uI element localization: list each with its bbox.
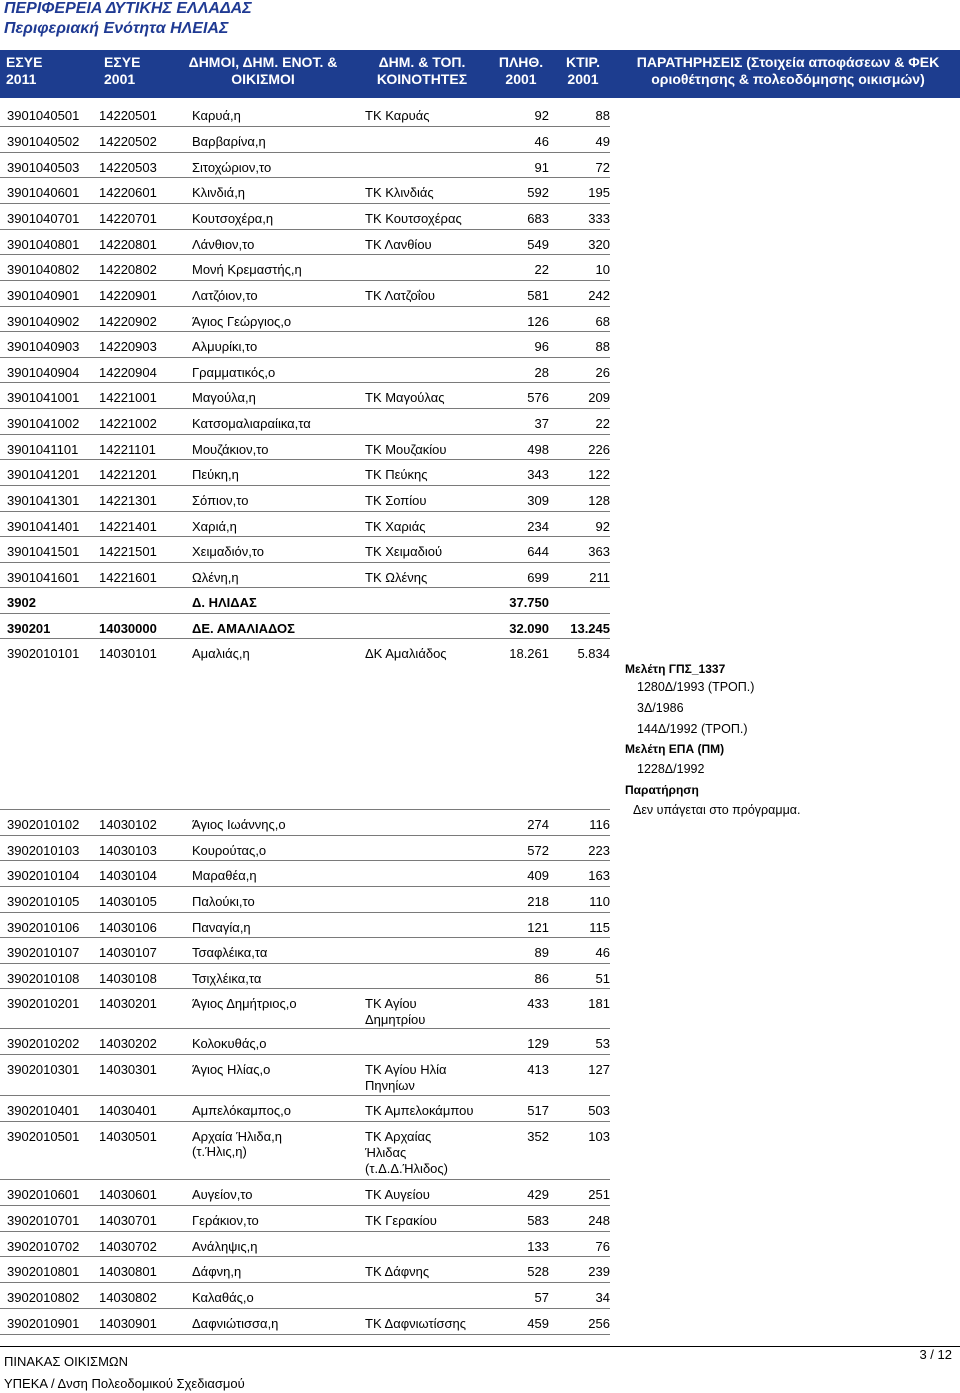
code-2011: 3902010108 <box>7 971 80 986</box>
code-2011: 3902010105 <box>7 894 80 909</box>
code-2001: 14030202 <box>99 1036 157 1051</box>
population: 86 <box>534 971 549 986</box>
code-2011: 3902010601 <box>7 1187 80 1202</box>
settlement-name: Ωλένη,η <box>192 570 239 585</box>
population: 129 <box>527 1036 549 1051</box>
row-divider <box>0 809 610 810</box>
code-2001: 14030107 <box>99 945 157 960</box>
community-name: ΤΚ Μαγούλας <box>365 390 445 405</box>
community-name: ΤΚ Αγίου <box>365 996 417 1011</box>
code-2011: 3902010107 <box>7 945 80 960</box>
code-2011: 3901041201 <box>7 467 80 482</box>
code-2011: 3902010104 <box>7 868 80 883</box>
buildings: 88 <box>595 108 610 123</box>
settlement-name: Δάφνη,η <box>192 1264 242 1279</box>
remark-line: 144Δ/1992 (ΤΡΟΠ.) <box>637 722 748 736</box>
header-col-municipalities: ΔΗΜΟΙ, ΔΗΜ. ΕΝΟΤ. & ΟΙΚΙΣΜΟΙ <box>188 54 338 87</box>
community-name-former: (τ.Δ.Δ.Ήλιδος) <box>365 1161 449 1176</box>
code-2001: 14220901 <box>99 288 157 303</box>
settlement-name: Κουτσοχέρα,η <box>192 211 274 226</box>
code-2011: 3901040903 <box>7 339 80 354</box>
code-2011: 3901041401 <box>7 519 80 534</box>
remark-note-title: Παρατήρηση <box>625 783 699 797</box>
code-2001: 14030103 <box>99 843 157 858</box>
buildings: 122 <box>588 467 610 482</box>
population: 517 <box>527 1103 549 1118</box>
settlement-name: Καλαθάς,ο <box>192 1290 254 1305</box>
community-name: ΤΚ Γερακίου <box>365 1213 437 1228</box>
code-2011: 3902010102 <box>7 817 80 832</box>
row-divider <box>0 152 610 153</box>
settlement-name: Παναγία,η <box>192 920 251 935</box>
settlement-name: Μαραθέα,η <box>192 868 257 883</box>
community-name: ΤΚ Σοπίου <box>365 493 427 508</box>
header-col-buildings: ΚΤΙΡ. 2001 <box>566 54 600 87</box>
settlement-name: Αλμυρίκι,το <box>192 339 258 354</box>
population: 28 <box>534 365 549 380</box>
population: 46 <box>534 134 549 149</box>
row-divider <box>0 126 610 127</box>
community-name: ΤΚ Αρχαίας <box>365 1129 432 1144</box>
row-divider <box>0 1334 610 1335</box>
buildings: 72 <box>595 160 610 175</box>
code-2001: 14221001 <box>99 390 157 405</box>
row-divider <box>0 835 610 836</box>
community-name: ΤΚ Λανθίου <box>365 237 432 252</box>
buildings: 49 <box>595 134 610 149</box>
row-divider <box>0 203 610 204</box>
row-divider <box>0 511 610 512</box>
settlement-name: Τσαφλέικα,τα <box>192 945 268 960</box>
buildings: 128 <box>588 493 610 508</box>
settlement-name: Αμαλιάς,η <box>192 646 250 661</box>
code-2001: 14030401 <box>99 1103 157 1118</box>
code-2001: 14221201 <box>99 467 157 482</box>
community-name: ΤΚ Δαφνιωτίσσης <box>365 1316 467 1331</box>
population: 274 <box>527 817 549 832</box>
page-number: 3 / 12 <box>919 1347 952 1362</box>
buildings: 195 <box>588 185 610 200</box>
row-divider <box>0 254 610 255</box>
code-2011: 3902010801 <box>7 1264 80 1279</box>
row-divider <box>0 1179 610 1180</box>
header-col-esye2001: ΕΣΥΕ 2001 <box>104 54 141 87</box>
population: 37.750 <box>509 595 549 610</box>
buildings: 333 <box>588 211 610 226</box>
region-title: ΠΕΡΙΦΕΡΕΙΑ ΔΥΤΙΚΗΣ ΕΛΛΑΔΑΣ <box>4 0 252 17</box>
population: 92 <box>534 108 549 123</box>
row-divider <box>0 937 610 938</box>
code-2011: 3902010301 <box>7 1062 80 1077</box>
code-2011: 3901041501 <box>7 544 80 559</box>
code-2001: 14030501 <box>99 1129 157 1144</box>
row-divider <box>0 434 610 435</box>
buildings: 116 <box>589 817 610 832</box>
population: 309 <box>527 493 549 508</box>
code-2011: 3901040802 <box>7 262 80 277</box>
settlement-name: Πεύκη,η <box>192 467 239 482</box>
population: 352 <box>527 1129 549 1144</box>
row-divider <box>0 613 610 614</box>
remark-gps-study: Μελέτη ΓΠΣ_1337 <box>625 662 726 676</box>
code-2001: 14220903 <box>99 339 157 354</box>
row-divider <box>0 280 610 281</box>
code-2011: 3902010401 <box>7 1103 80 1118</box>
buildings: 242 <box>588 288 610 303</box>
code-2001: 14030802 <box>99 1290 157 1305</box>
buildings: 22 <box>595 416 610 431</box>
population: 429 <box>527 1187 549 1202</box>
settlement-name: Γεράκιον,το <box>192 1213 259 1228</box>
code-2011: 3901041301 <box>7 493 80 508</box>
population: 549 <box>527 237 549 252</box>
community-name-cont: Δημητρίου <box>365 1012 426 1027</box>
code-2001: 14030702 <box>99 1239 157 1254</box>
community-name: ΤΚ Ωλένης <box>365 570 428 585</box>
code-2001: 14220501 <box>99 108 157 123</box>
buildings: 211 <box>589 570 610 585</box>
row-divider <box>0 562 610 563</box>
population: 96 <box>534 339 549 354</box>
code-2001: 14221101 <box>99 442 156 457</box>
row-divider <box>0 177 610 178</box>
code-2011: 3901040501 <box>7 108 80 123</box>
code-2011: 3901040701 <box>7 211 80 226</box>
community-name: ΤΚ Κλινδιάς <box>365 185 434 200</box>
row-divider <box>0 1256 610 1257</box>
population: 133 <box>527 1239 549 1254</box>
remark-line: 1228Δ/1992 <box>637 762 705 776</box>
code-2011: 3901041601 <box>7 570 80 585</box>
population: 572 <box>527 843 549 858</box>
code-2011: 3902010201 <box>7 996 80 1011</box>
settlement-name: Μονή Κρεμαστής,η <box>192 262 302 277</box>
population: 592 <box>527 185 549 200</box>
row-divider <box>0 485 610 486</box>
settlement-name: Μουζάκιον,το <box>192 442 269 457</box>
population: 528 <box>527 1264 549 1279</box>
buildings: 248 <box>588 1213 610 1228</box>
code-2011: 3901040502 <box>7 134 80 149</box>
buildings: 127 <box>588 1062 610 1077</box>
buildings: 251 <box>588 1187 610 1202</box>
code-2011: 3902010701 <box>7 1213 80 1228</box>
settlement-name: Χαριά,η <box>192 519 237 534</box>
code-2011: 3902010802 <box>7 1290 80 1305</box>
row-divider <box>0 1028 610 1029</box>
code-2001: 14030102 <box>99 817 157 832</box>
buildings: 88 <box>595 339 610 354</box>
settlement-name: Λατζόιον,το <box>192 288 258 303</box>
code-2001: 14220802 <box>99 262 157 277</box>
row-divider <box>0 860 610 861</box>
code-2001: 14030901 <box>99 1316 157 1331</box>
row-divider <box>0 587 610 588</box>
settlement-name: Τσιχλέικα,τα <box>192 971 262 986</box>
buildings: 46 <box>595 945 610 960</box>
code-2001: 14221002 <box>99 416 157 431</box>
unit-subtitle: Περιφεριακή Ενότητα ΗΛΕΙΑΣ <box>4 20 229 37</box>
population: 699 <box>527 570 549 585</box>
settlement-name: Δ. ΗΛΙΔΑΣ <box>192 595 257 610</box>
settlement-name: Παλούκι,το <box>192 894 255 909</box>
population: 57 <box>534 1290 549 1305</box>
row-divider <box>0 638 610 639</box>
settlement-name: Κολοκυθάς,ο <box>192 1036 267 1051</box>
row-divider <box>0 306 610 307</box>
community-name-cont: Ήλιδας <box>365 1145 407 1160</box>
population: 89 <box>534 945 549 960</box>
population: 459 <box>527 1316 549 1331</box>
code-2001: 14030801 <box>99 1264 157 1279</box>
code-2001: 14221301 <box>99 493 157 508</box>
row-divider <box>0 1054 610 1055</box>
buildings: 256 <box>588 1316 610 1331</box>
community-name: ΤΚ Χαριάς <box>365 519 426 534</box>
row-divider <box>0 963 610 964</box>
row-divider <box>0 382 610 383</box>
buildings: 363 <box>588 544 610 559</box>
code-2011: 3902010702 <box>7 1239 80 1254</box>
row-divider <box>0 229 610 230</box>
code-2011: 3901041101 <box>7 442 79 457</box>
code-2001: 14030101 <box>99 646 157 661</box>
remark-line: 1280Δ/1993 (ΤΡΟΠ.) <box>637 680 755 694</box>
code-2001: 14221501 <box>99 544 157 559</box>
code-2001: 14030105 <box>99 894 157 909</box>
settlement-name: Αυγείον,το <box>192 1187 253 1202</box>
code-2001: 14220904 <box>99 365 157 380</box>
code-2011: 3902010103 <box>7 843 80 858</box>
row-divider <box>0 1205 610 1206</box>
settlement-name: Δαφνιώτισσα,η <box>192 1316 279 1331</box>
code-2001: 14030701 <box>99 1213 157 1228</box>
code-2001: 14030108 <box>99 971 157 986</box>
header-col-population: ΠΛΗΘ. 2001 <box>498 54 544 87</box>
population: 91 <box>534 160 549 175</box>
settlement-name: Ανάληψις,η <box>192 1239 258 1254</box>
code-2011: 390201 <box>7 621 51 636</box>
community-name: ΔΚ Αμαλιάδος <box>365 646 447 661</box>
community-name: ΤΚ Δάφνης <box>365 1264 430 1279</box>
row-divider <box>0 1282 610 1283</box>
buildings: 209 <box>588 390 610 405</box>
remark-epa-study: Μελέτη ΕΠΑ (ΠΜ) <box>625 742 725 756</box>
settlement-name: Αμπελόκαμπος,ο <box>192 1103 291 1118</box>
buildings: 10 <box>595 262 610 277</box>
footer-divider <box>0 1346 960 1347</box>
population: 576 <box>527 390 549 405</box>
buildings: 34 <box>595 1290 610 1305</box>
remark-line: 3Δ/1986 <box>637 701 684 715</box>
row-divider <box>0 331 610 332</box>
code-2001: 14030301 <box>99 1062 157 1077</box>
row-divider <box>0 1308 610 1309</box>
footer-department: ΥΠΕΚΑ / Δνση Πολεοδομικού Σχεδιασμού <box>4 1376 245 1391</box>
row-divider <box>0 459 610 460</box>
population: 218 <box>527 894 549 909</box>
population: 32.090 <box>509 621 549 636</box>
row-divider <box>0 1231 610 1232</box>
buildings: 13.245 <box>570 621 610 636</box>
buildings: 181 <box>588 996 610 1011</box>
row-divider <box>0 988 610 989</box>
population: 234 <box>527 519 549 534</box>
code-2011: 3901040801 <box>7 237 80 252</box>
code-2011: 3901040902 <box>7 314 80 329</box>
code-2011: 3901041001 <box>7 390 80 405</box>
buildings: 110 <box>589 894 610 909</box>
buildings: 92 <box>595 519 610 534</box>
population: 37 <box>534 416 549 431</box>
header-col-esye2011: ΕΣΥΕ 2011 <box>6 54 43 87</box>
row-divider <box>0 1095 610 1096</box>
community-name: ΤΚ Λατζοΐου <box>365 288 435 303</box>
buildings: 53 <box>595 1036 610 1051</box>
settlement-name: Άγιος Ιωάννης,ο <box>192 817 286 832</box>
code-2001: 14030106 <box>99 920 157 935</box>
buildings: 51 <box>595 971 610 986</box>
code-2011: 3902010501 <box>7 1129 80 1144</box>
buildings: 503 <box>588 1103 610 1118</box>
code-2011: 3902010202 <box>7 1036 80 1051</box>
population: 121 <box>527 920 549 935</box>
community-name: ΤΚ Αγίου Ηλία <box>365 1062 447 1077</box>
settlement-name: Σιτοχώριον,το <box>192 160 272 175</box>
remark-note: Δεν υπάγεται στο πρόγραμμα. <box>633 803 801 817</box>
footer-table-name: ΠΙΝΑΚΑΣ ΟΙΚΙΣΜΩΝ <box>4 1354 129 1369</box>
code-2011: 3902010901 <box>7 1316 80 1331</box>
settlement-name: Άγιος Δημήτριος,ο <box>192 996 297 1011</box>
community-name-cont: Πηνηίων <box>365 1078 415 1093</box>
buildings: 163 <box>588 868 610 883</box>
code-2001: 14030201 <box>99 996 157 1011</box>
settlement-name: Λάνθιον,το <box>192 237 255 252</box>
row-divider <box>0 886 610 887</box>
settlement-name: Κλινδιά,η <box>192 185 246 200</box>
population: 433 <box>527 996 549 1011</box>
community-name: ΤΚ Μουζακίου <box>365 442 447 457</box>
settlement-name: Άγιος Γεώργιος,ο <box>192 314 292 329</box>
code-2011: 3901040901 <box>7 288 80 303</box>
buildings: 223 <box>588 843 610 858</box>
code-2001: 14220601 <box>99 185 157 200</box>
population: 413 <box>527 1062 549 1077</box>
buildings: 68 <box>595 314 610 329</box>
row-divider <box>0 912 610 913</box>
code-2001: 14220701 <box>99 211 157 226</box>
header-col-remarks: ΠΑΡΑΤΗΡΗΣΕΙΣ (Στοιχεία αποφάσεων & ΦΕΚ οριοθέτησης & πολεοδόμησης οικισμών) <box>636 54 940 87</box>
code-2001: 14220902 <box>99 314 157 329</box>
row-divider <box>0 1121 610 1122</box>
code-2001: 14221601 <box>99 570 157 585</box>
population: 498 <box>527 442 549 457</box>
row-divider <box>0 357 610 358</box>
buildings: 239 <box>588 1264 610 1279</box>
population: 583 <box>527 1213 549 1228</box>
code-2011: 3901040601 <box>7 185 80 200</box>
settlement-name: ΔΕ. ΑΜΑΛΙΑΔΟΣ <box>192 621 295 636</box>
settlement-name: Βαρβαρίνα,η <box>192 134 266 149</box>
buildings: 76 <box>595 1239 610 1254</box>
settlement-name: Άγιος Ηλίας,ο <box>192 1062 271 1077</box>
header-col-communities: ΔΗΜ. & ΤΟΠ. ΚΟΙΝΟΤΗΤΕΣ <box>376 54 468 87</box>
buildings: 320 <box>588 237 610 252</box>
settlement-name: Καρυά,η <box>192 108 241 123</box>
population: 343 <box>527 467 549 482</box>
buildings: 226 <box>588 442 610 457</box>
community-name: ΤΚ Αυγείου <box>365 1187 430 1202</box>
row-divider <box>0 408 610 409</box>
code-2001: 14221401 <box>99 519 157 534</box>
community-name: ΤΚ Καρυάς <box>365 108 430 123</box>
code-2011: 3901040904 <box>7 365 80 380</box>
table-header <box>0 50 960 98</box>
code-2001: 14030000 <box>99 621 157 636</box>
settlement-name: Κατσομαλιαραίικα,τα <box>192 416 311 431</box>
settlement-name: Γραμματικός,ο <box>192 365 276 380</box>
community-name: ΤΚ Αμπελοκάμπου <box>365 1103 474 1118</box>
population: 409 <box>527 868 549 883</box>
code-2001: 14220503 <box>99 160 157 175</box>
population: 644 <box>527 544 549 559</box>
code-2001: 14220801 <box>99 237 157 252</box>
community-name: ΤΚ Χειμαδιού <box>365 544 443 559</box>
community-name: ΤΚ Κουτσοχέρας <box>365 211 462 226</box>
code-2011: 3902010101 <box>7 646 80 661</box>
population: 126 <box>527 314 549 329</box>
code-2011: 3901041002 <box>7 416 80 431</box>
code-2001: 14220502 <box>99 134 157 149</box>
community-name: ΤΚ Πεύκης <box>365 467 428 482</box>
code-2011: 3902010106 <box>7 920 80 935</box>
buildings: 115 <box>589 920 610 935</box>
row-divider <box>0 536 610 537</box>
buildings: 26 <box>595 365 610 380</box>
code-2011: 3901040503 <box>7 160 80 175</box>
settlement-name: Σόπιον,το <box>192 493 249 508</box>
settlement-name: Κουρούτας,ο <box>192 843 267 858</box>
population: 18.261 <box>509 646 549 661</box>
code-2001: 14030104 <box>99 868 157 883</box>
code-2001: 14030601 <box>99 1187 157 1202</box>
population: 581 <box>527 288 549 303</box>
settlement-name-former: (τ.Ήλις,η) <box>192 1144 247 1159</box>
buildings: 5.834 <box>577 646 610 661</box>
settlement-name: Αρχαία Ήλιδα,η <box>192 1129 282 1144</box>
code-2011: 3902 <box>7 595 36 610</box>
settlement-name: Μαγούλα,η <box>192 390 256 405</box>
settlement-name: Χειμαδιόν,το <box>192 544 265 559</box>
population: 22 <box>534 262 549 277</box>
buildings: 103 <box>588 1129 610 1144</box>
population: 683 <box>527 211 549 226</box>
